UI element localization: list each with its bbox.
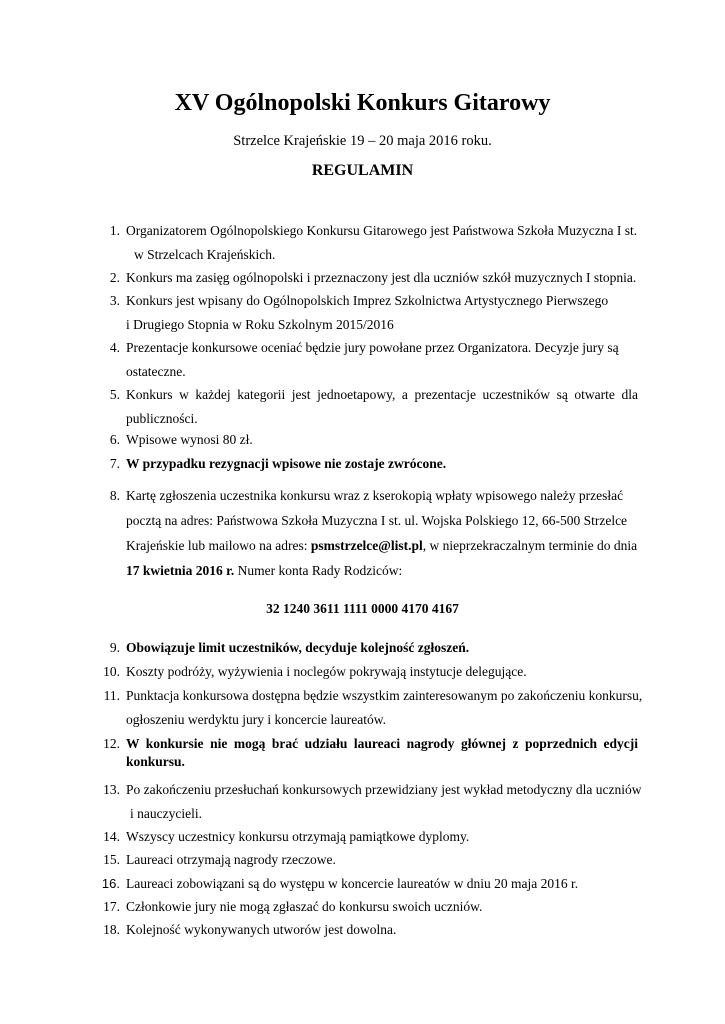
item-text-line: w Strzelcach Krajeńskich. <box>134 247 276 262</box>
item-text-line: W przypadku rezygnacji wpisowe nie zostaje zwrócone. <box>126 456 447 471</box>
deadline-date: 17 kwietnia 2016 r. <box>126 563 235 578</box>
item-number: 7. <box>109 456 120 471</box>
item-number: 6. <box>109 432 120 447</box>
item-number: 9. <box>109 640 120 655</box>
regulations-heading: REGULAMIN <box>311 162 414 179</box>
item-text-line: i Drugiego Stopnia w Roku Szkolnym 2015/2016 <box>126 317 394 332</box>
item-text-line: Członkowie jury nie mogą zgłaszać do konkursu swoich uczniów. <box>126 899 483 914</box>
item-text-line: Prezentacje konkursowe oceniać będzie jury powołane przez Organizatora. Decyzje jury są <box>126 340 619 355</box>
item-text-line: Wpisowe wynosi 80 zł. <box>126 432 253 447</box>
item-text-line: Laureaci otrzymają nagrody rzeczowe. <box>126 852 336 867</box>
item-text-line: Kolejność wykonywanych utworów jest dowolna. <box>126 922 397 937</box>
item-text-line: Konkurs ma zasięg ogólnopolski i przeznaczony jest dla uczniów szkół muzycznych I stopnia. <box>126 270 637 285</box>
item-text-line: konkursu. <box>126 754 185 769</box>
document-title: XV Ogólnopolski Konkurs Gitarowy <box>174 90 551 116</box>
item-text-line: Konkurs jest wpisany do Ogólnopolskich Imprez Szkolnictwa Artystycznego Pierwszego <box>126 293 609 308</box>
item-number: 16. <box>101 876 120 891</box>
item-number: 13. <box>103 782 120 797</box>
item-number: 18. <box>103 922 120 937</box>
item-text-line: ogłoszeniu werdyktu jury i koncercie laureatów. <box>126 712 387 727</box>
item-text-line: Po zakończeniu przesłuchań konkursowych przewidziany jest wykład metodyczny dla uczniów <box>126 782 642 797</box>
item-number: 17. <box>103 899 120 914</box>
item-text-line: Koszty podróży, wyżywienia i noclegów pokrywają instytucje delegujące. <box>126 664 527 679</box>
item-text-line: Punktacja konkursowa dostępna będzie wszystkim zainteresowanym po zakończeniu konkursu, <box>126 688 643 703</box>
email-address: psmstrzelce@list.pl <box>310 538 423 553</box>
item-number: 5. <box>109 387 120 402</box>
item-number: 15. <box>103 852 120 867</box>
item-number: 12. <box>103 736 120 751</box>
item-text-line: Kartę zgłoszenia uczestnika konkursu wraz z kserokopią wpłaty wpisowego należy przesłać <box>126 488 624 503</box>
item-text-line: publiczności. <box>126 411 198 426</box>
item-text-line: Wszyscy uczestnicy konkursu otrzymają pamiątkowe dyplomy. <box>126 829 470 844</box>
item-number: 1. <box>109 223 120 238</box>
item-text-line: Krajeńskie lub mailowo na adres: psmstrzelce@list.pl, w nieprzekraczalnym terminie do dnia <box>126 538 638 553</box>
item-number: 2. <box>109 270 120 285</box>
item-text-line: Konkurs w każdej kategorii jest jednoetapowy, a prezentacje uczestników są otwarte dla <box>126 387 638 402</box>
item-text-line: i nauczycieli. <box>130 806 202 821</box>
item-number: 14. <box>103 829 120 844</box>
item-number: 8. <box>109 488 120 503</box>
item-text-line: pocztą na adres: Państwowa Szkoła Muzyczna I st. ul. Wojska Polskiego 12, 66-500 Strzelce <box>126 513 628 528</box>
item-text-line: W konkursie nie mogą brać udziału laureaci nagrody głównej z poprzednich edycji <box>126 736 638 751</box>
item-number: 3. <box>109 293 120 308</box>
item-text-line: Organizatorem Ogólnopolskiego Konkursu Gitarowego jest Państwowa Szkoła Muzyczna I st. <box>126 223 638 238</box>
item-number: 11. <box>103 688 120 703</box>
item-text-line: Obowiązuje limit uczestników, decyduje kolejność zgłoszeń. <box>126 640 470 655</box>
item-text-line: Laureaci zobowiązani są do występu w koncercie laureatów w dniu 20 maja 2016 r. <box>126 876 579 891</box>
account-number: 32 1240 3611 1111 0000 4170 4167 <box>266 601 459 616</box>
document-subtitle: Strzelce Krajeńskie 19 – 20 maja 2016 roku. <box>233 133 492 149</box>
item-number: 10. <box>103 664 120 679</box>
item-text-line: ostateczne. <box>126 364 186 379</box>
item-text-line: 17 kwietnia 2016 r. Numer konta Rady Rodziców: <box>126 563 403 578</box>
item-number: 4. <box>109 340 120 355</box>
